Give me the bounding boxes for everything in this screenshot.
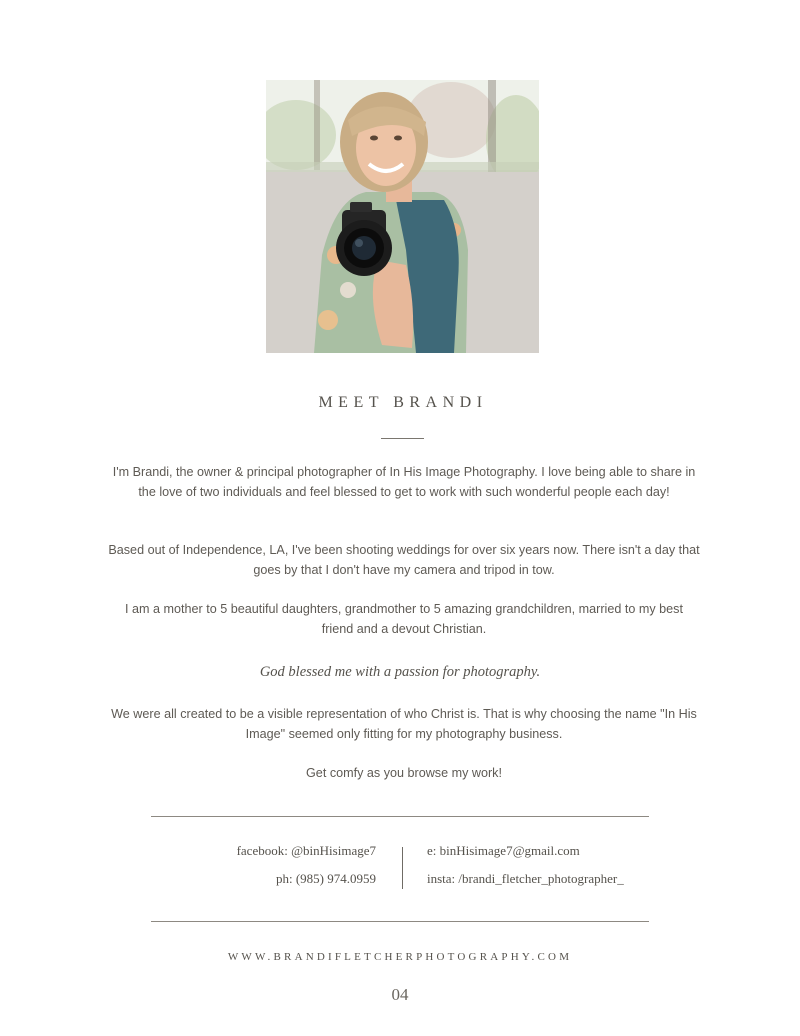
family-paragraph: I am a mother to 5 beautiful daughters, grandmother to 5 amazing grandchildren, married to my best friend and a devout Christian. xyxy=(125,602,683,636)
website-url: WWW.BRANDIFLETCHERPHOTOGRAPHY.COM xyxy=(227,951,573,963)
page-number: 04 xyxy=(391,985,409,1004)
phone-contact: ph: (985) 974.0959 xyxy=(275,871,376,886)
mission-paragraph: We were all created to be a visible representation of who Christ is. That is why choosing the name "In His Image" seemed only fitting for my photography business. xyxy=(111,707,697,741)
quote: God blessed me with a passion for photography. xyxy=(259,664,541,680)
portrait-photo xyxy=(266,80,539,353)
title-divider xyxy=(381,438,424,439)
bottom-contact-divider xyxy=(151,921,649,922)
closing-line: Get comfy as you browse my work! xyxy=(306,766,502,780)
location-paragraph: Based out of Independence, LA, I've been shooting weddings for over six years now. There isn't a day that goes by that I don't have my camera and tripod in tow. xyxy=(108,543,700,577)
page-title: MEET BRANDI xyxy=(318,394,488,411)
contact-vertical-divider xyxy=(402,847,403,889)
top-contact-divider xyxy=(151,816,649,817)
facebook-contact: facebook: @binHisimage7 xyxy=(236,843,376,858)
portrait-illustration xyxy=(266,80,539,353)
intro-paragraph: I'm Brandi, the owner & principal photographer of In His Image Photography. I love being able to share in the love of two individuals and feel blessed to get to work with such wonderful people each day! xyxy=(112,465,696,499)
instagram-contact: insta: /brandi_fletcher_photographer_ xyxy=(427,871,624,886)
email-contact: e: binHisimage7@gmail.com xyxy=(427,843,580,858)
